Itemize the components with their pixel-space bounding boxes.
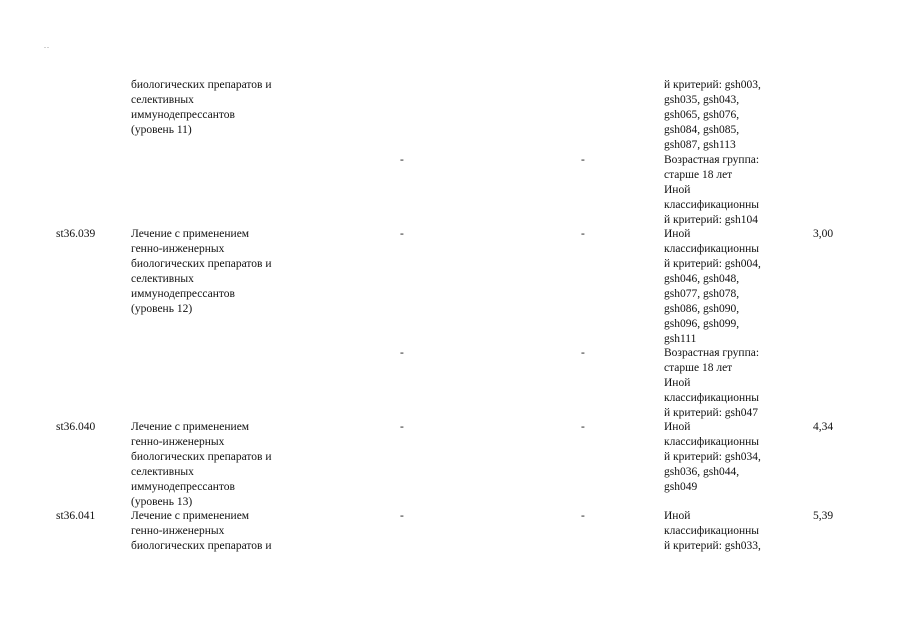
row-dash-1: -: [400, 510, 404, 522]
row-dash-1: -: [400, 154, 404, 166]
page-header-mark: ..: [44, 41, 50, 50]
row-dash-2: -: [581, 228, 585, 240]
row-code: st36.039: [56, 228, 96, 240]
row-name: Лечение с применением генно-инженерных биологических препаратов и селективных иммунодепрессантов (уровень 13): [131, 421, 272, 508]
row-name: Лечение с применением генно-инженерных биологических препаратов и селективных иммунодепрессантов (уровень 12): [131, 228, 272, 315]
row-dash-1: -: [400, 228, 404, 240]
row-dash-2: -: [581, 347, 585, 359]
row-criteria: Иной классификационны й критерий: gsh004, gsh046, gsh048, gsh077, gsh078, gsh086, gsh090, gsh096, gsh099, gsh111: [664, 228, 761, 345]
row-name: Лечение с применением генно-инженерных биологических препаратов и: [131, 510, 272, 552]
row-dash-1: -: [400, 421, 404, 433]
row-code: st36.040: [56, 421, 96, 433]
row-criteria: Возрастная группа: старше 18 лет Иной классификационны й критерий: gsh104: [664, 154, 760, 226]
row-coefficient: 5,39: [813, 510, 834, 522]
row-criteria: Иной классификационны й критерий: gsh034, gsh036, gsh044, gsh049: [664, 421, 761, 493]
row-criteria: Возрастная группа: старше 18 лет Иной классификационны й критерий: gsh047: [664, 347, 760, 419]
row-dash-2: -: [581, 510, 585, 522]
row-dash-2: -: [581, 421, 585, 433]
row-coefficient: 4,34: [813, 421, 834, 433]
row-coefficient: 3,00: [813, 228, 834, 240]
row-criteria: Иной классификационны й критерий: gsh033,: [664, 510, 761, 552]
row-code: st36.041: [56, 510, 96, 522]
row-dash-2: -: [581, 154, 585, 166]
row-name: биологических препаратов и селективных иммунодепрессантов (уровень 11): [131, 79, 272, 136]
row-dash-1: -: [400, 347, 404, 359]
row-criteria: й критерий: gsh003, gsh035, gsh043, gsh065, gsh076, gsh084, gsh085, gsh087, gsh113: [664, 79, 761, 151]
